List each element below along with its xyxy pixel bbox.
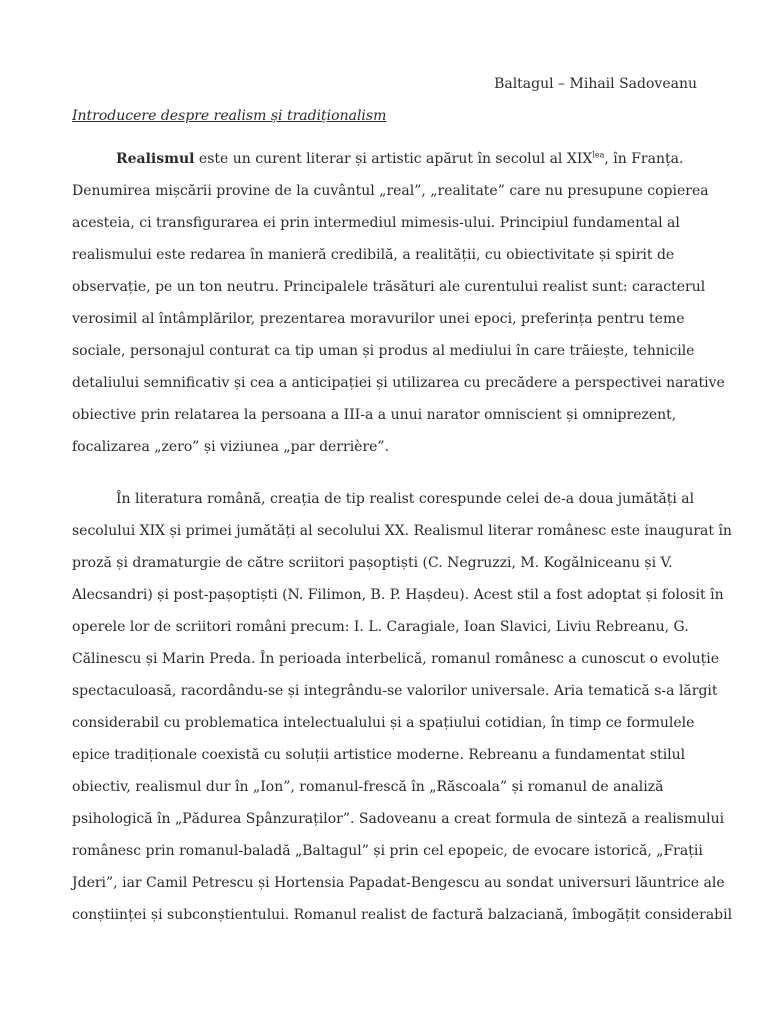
paragraph-text: este un curent literar și artistic apărut în secolul al XIX: [194, 151, 593, 167]
paragraph-line: considerabil cu problematica intelectualului și a spațiului cotidian, în timp ce formulele: [72, 715, 695, 731]
paragraph-line: Călinescu și Marin Preda. În perioada interbelică, romanul românesc a cunoscut o evoluție: [72, 651, 720, 667]
paragraph-line: sociale, personajul conturat ca tip uman și produs al mediului în care trăiește, tehnicile: [72, 343, 695, 359]
bold-term: Realismul: [116, 151, 195, 167]
paragraph-romanian-realism: [72, 483, 733, 931]
paragraph-line: conștiinței și subconștientului. Romanul realist de factură balzaciană, îmbogățit considerabil: [72, 907, 733, 923]
paragraph-text: , în Franța.: [604, 151, 684, 167]
paragraph-line: Jderi”, iar Camil Petrescu și Hortensia Papadat-Bengescu au sondat universuri lăuntrice ale: [72, 875, 725, 891]
paragraph-line: observație, pe un ton neutru. Principalele trăsături ale curentului realist sunt: caracterul: [72, 279, 706, 295]
section-heading: Introducere despre realism și tradiționalism: [72, 108, 387, 124]
paragraph-line: epice tradiționale coexistă cu soluții artistice moderne. Rebreanu a fundamentat stilul: [72, 747, 686, 763]
superscript-suffix: lea: [592, 150, 605, 160]
paragraph-line: românesc prin romanul-baladă „Baltagul” și prin cel epopeic, de evocare istorică, „Frații: [72, 843, 703, 859]
paragraph-line: operele lor de scriitori români precum: I. L. Caragiale, Ioan Slavici, Liviu Rebreanu, G.: [72, 619, 689, 635]
paragraph-line: [72, 143, 698, 175]
paragraph-line: focalizarea „zero” și viziunea „par derrière”.: [72, 439, 390, 455]
paragraph-line: acesteia, ci transfigurarea ei prin intermediul mimesis-ului. Principiul fundamental al: [72, 215, 680, 231]
paragraph-line: Alecsandri) și post-pașoptiști (N. Filimon, B. P. Hașdeu). Acest stil a fost adoptat și folosit în: [72, 587, 724, 603]
document-header-title: Baltagul – Mihail Sadoveanu: [494, 76, 697, 92]
paragraph-line: obiective prin relatarea la persoana a III-a a unui narator omniscient și omniprezent,: [72, 407, 677, 423]
paragraph-line: spectaculoasă, racordându-se și integrându-se valorilor universale. Aria tematică s-a lărgit: [72, 683, 718, 699]
paragraph-line: obiectiv, realismul dur în „Ion”, romanul-frescă în „Răscoala” și romanul de analiză: [72, 779, 664, 795]
paragraph-line: psihologică în „Pădurea Spânzuraților”. Sadoveanu a creat formula de sinteză a realismului: [72, 811, 725, 827]
paragraph-realism-definition: [72, 143, 725, 463]
paragraph-line: proză și dramaturgie de către scriitori pașoptiști (C. Negruzzi, M. Kogălniceanu și V.: [72, 555, 673, 571]
paragraph-line: verosimil al întâmplărilor, prezentarea moravurilor unei epoci, preferința pentru teme: [72, 311, 685, 327]
paragraph-line: detaliului semnificativ și cea a anticipației și utilizarea cu precădere a perspectivei narative: [72, 375, 725, 391]
paragraph-line: secolului XIX și primei jumătăți al secolului XX. Realismul literar românesc este inaugurat în: [72, 523, 732, 539]
paragraph-line: Denumirea mișcării provine de la cuvântul „real”, „realitate” care nu presupune copierea: [72, 183, 709, 199]
paragraph-line: În literatura română, creația de tip realist corespunde celei de-a doua jumătăți al: [116, 491, 695, 507]
paragraph-line: realismului este redarea în manieră credibilă, a realității, cu obiectivitate și spirit de: [72, 247, 675, 263]
